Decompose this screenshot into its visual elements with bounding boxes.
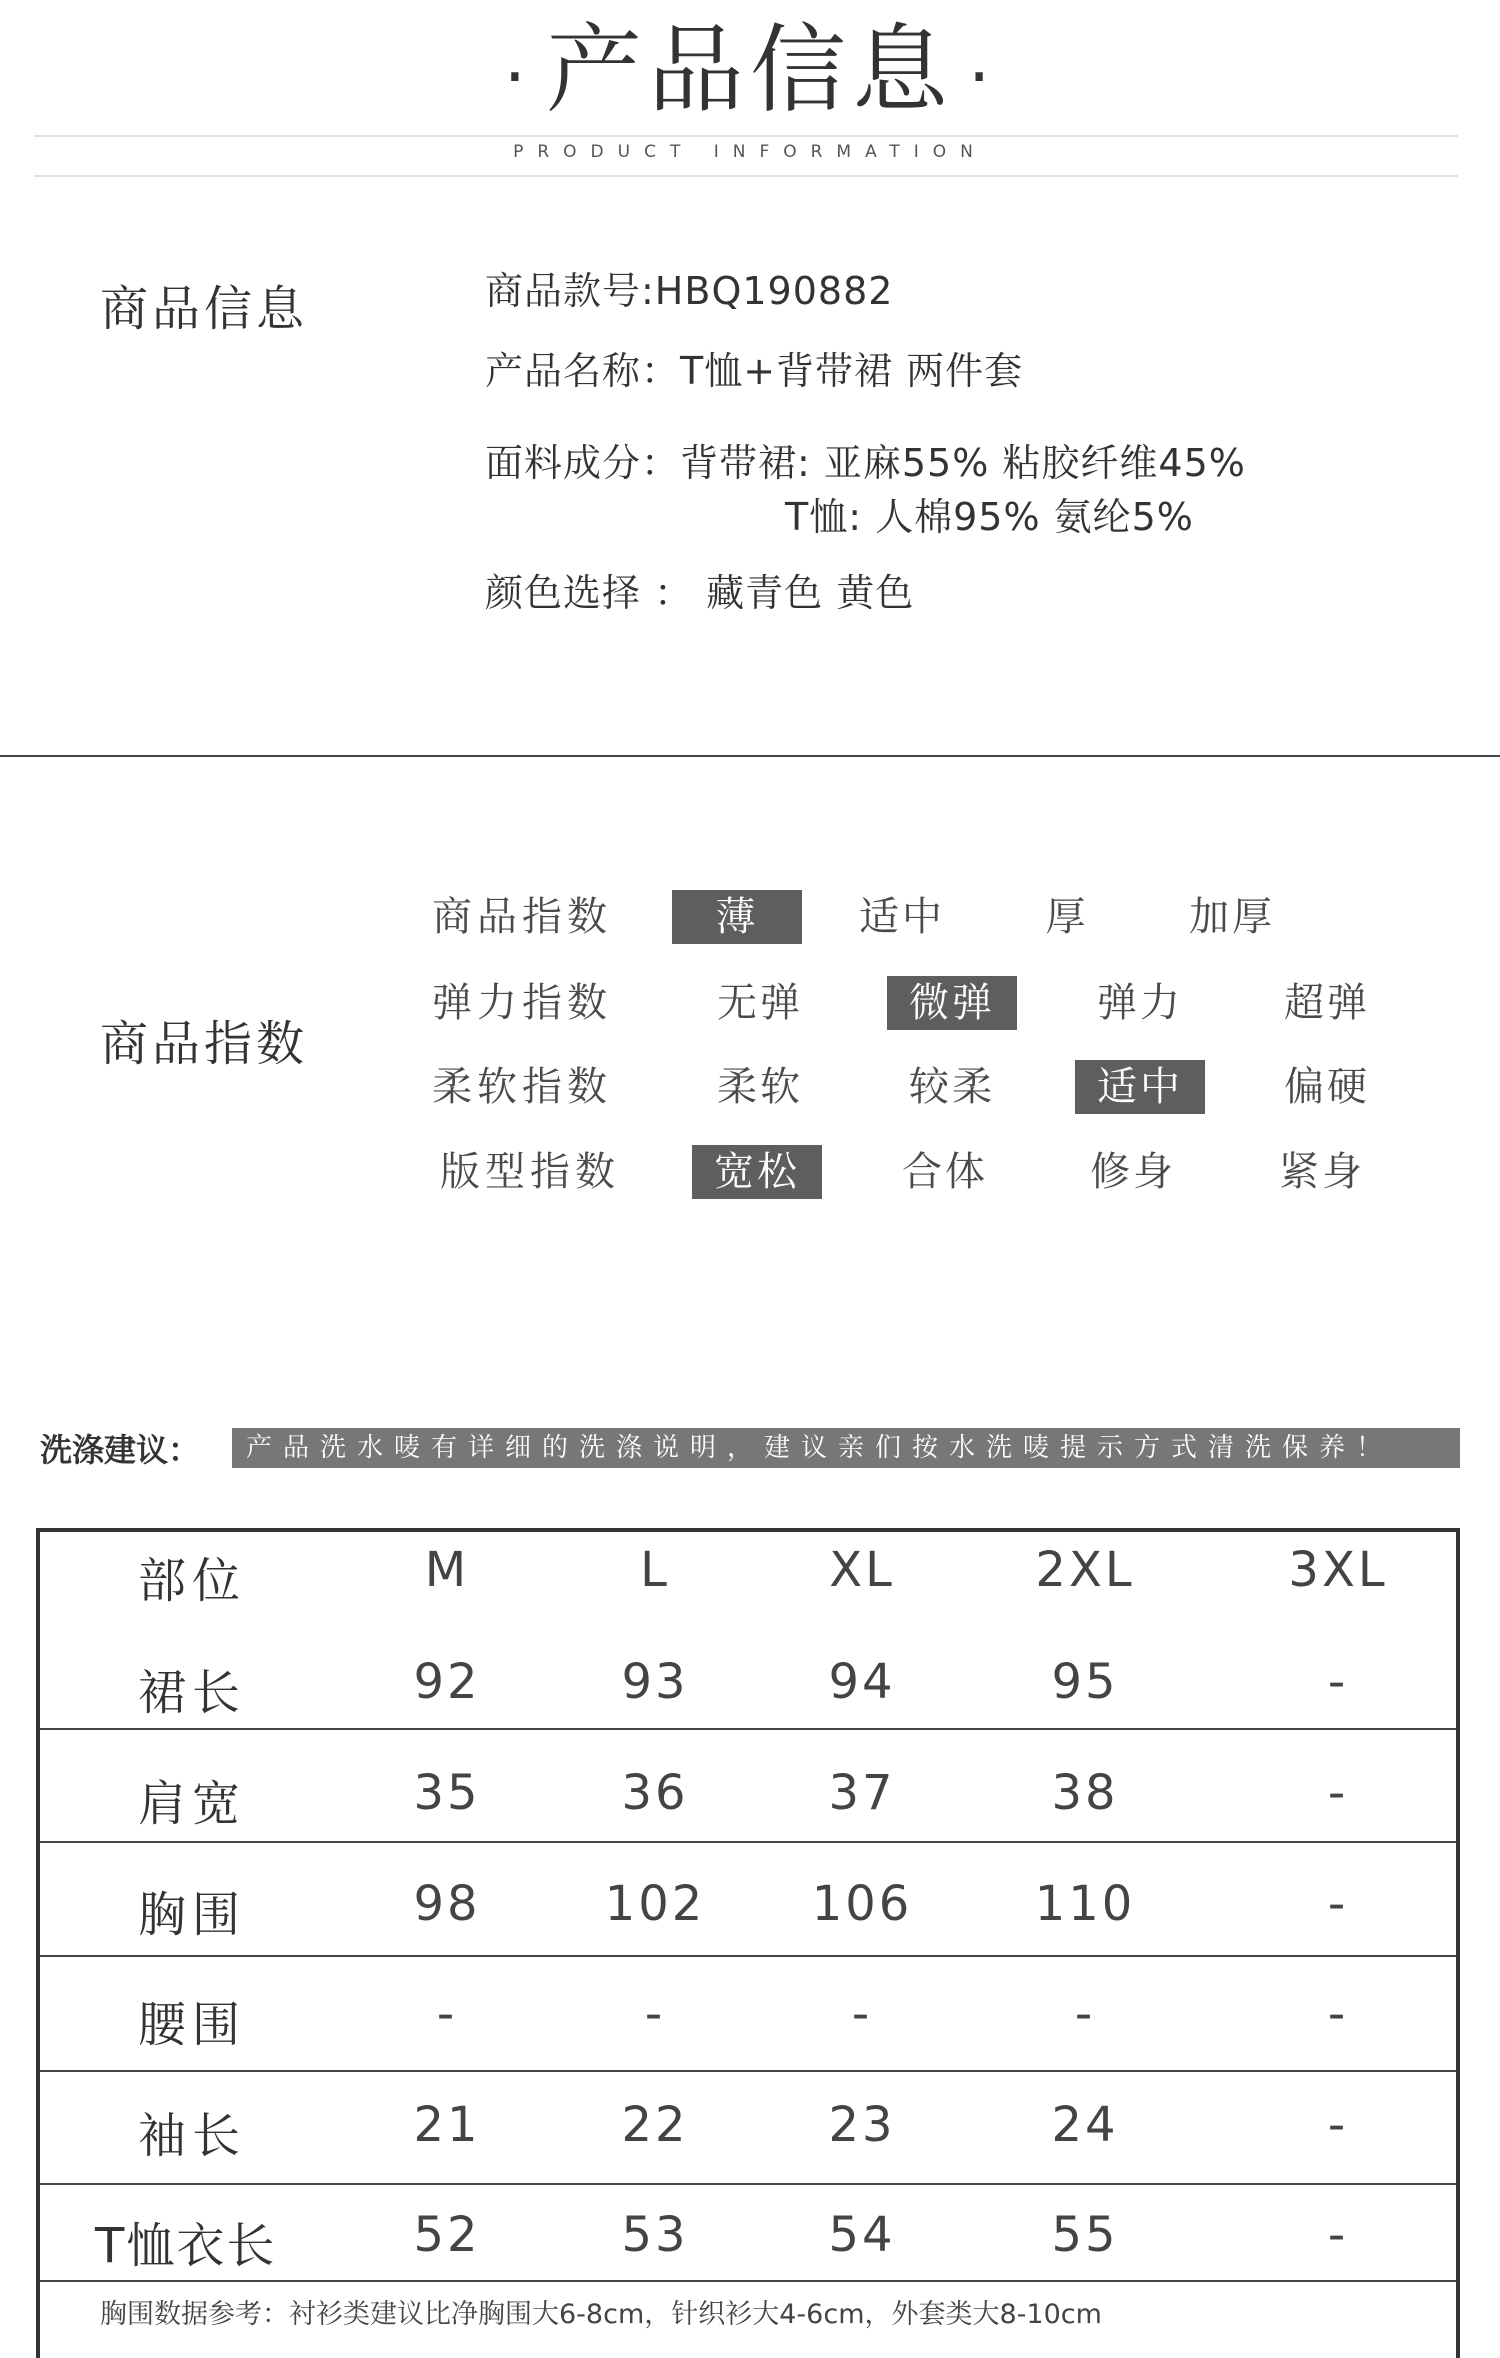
table-header-size: 2XL: [1035, 1542, 1135, 1598]
index-option: 适中: [859, 894, 945, 940]
table-cell: 110: [1034, 1876, 1136, 1932]
index-option: 紧身: [1279, 1149, 1365, 1195]
product-index-label: 商品指数: [100, 1016, 309, 1072]
index-row-head: 商品指数: [432, 894, 612, 940]
table-cell: 98: [413, 1876, 481, 1932]
index-option: 偏硬: [1284, 1064, 1370, 1110]
title-text: 产品信息: [546, 14, 954, 126]
table-header-size: 3XL: [1288, 1542, 1388, 1598]
table-header-size: XL: [829, 1542, 895, 1598]
header-line-bottom: [34, 175, 1458, 177]
table-cell: 106: [811, 1876, 913, 1932]
table-cell: 35: [413, 1765, 481, 1821]
table-cell: 93: [621, 1654, 689, 1710]
table-cell: -: [436, 1986, 458, 2042]
header-line-top: [34, 135, 1458, 137]
table-cell: 22: [621, 2097, 689, 2153]
index-option: 厚: [1045, 894, 1089, 940]
table-row-name: T恤衣长: [95, 2218, 277, 2274]
product-model: 商品款号:HBQ190882: [485, 269, 894, 313]
table-cell: -: [1327, 2207, 1349, 2263]
index-option: 柔软: [717, 1064, 803, 1110]
washing-banner: 产品洗水唛有详细的洗涤说明，建议亲们按水洗唛提示方式清洗保养！: [232, 1428, 1460, 1468]
bust-size-note: 胸围数据参考：衬衫类建议比净胸围大6-8cm，针织衫大4-6cm，外套类大8-10cm: [100, 2299, 1102, 2330]
section-divider: [0, 755, 1500, 757]
washing-label: 洗涤建议：: [40, 1431, 201, 1469]
title-dot-left: ·: [503, 35, 532, 118]
table-row-name: 腰围: [138, 1997, 247, 2053]
table-cell: 36: [621, 1765, 689, 1821]
page-subtitle: PRODUCT INFORMATION: [513, 142, 987, 162]
index-option-selected: 薄: [672, 890, 802, 944]
color-options: 颜色选择 ： 藏青色 黄色: [485, 571, 915, 615]
index-option: 超弹: [1284, 980, 1370, 1026]
table-cell: -: [1327, 1876, 1349, 1932]
table-row-name: 胸围: [138, 1887, 247, 1943]
table-cell: 92: [413, 1654, 481, 1710]
table-cell: 55: [1051, 2207, 1119, 2263]
index-option: 较柔: [909, 1064, 995, 1110]
table-row-name: 袖长: [138, 2108, 247, 2164]
table-cell: 53: [621, 2207, 689, 2263]
table-cell: 94: [828, 1654, 896, 1710]
index-row-head: 版型指数: [440, 1149, 620, 1195]
index-option: 合体: [902, 1149, 988, 1195]
table-cell: -: [644, 1986, 666, 2042]
table-header-size: M: [424, 1542, 470, 1598]
table-row-divider: [40, 1841, 1456, 1843]
table-row-divider: [40, 2183, 1456, 2185]
table-row-divider: [40, 1728, 1456, 1730]
table-row-divider: [40, 2070, 1456, 2072]
index-option-selected: 微弹: [887, 976, 1017, 1030]
index-row-head: 弹力指数: [432, 980, 612, 1026]
table-cell: -: [1074, 1986, 1096, 2042]
index-option-selected: 适中: [1075, 1060, 1205, 1114]
index-option: 无弹: [717, 980, 803, 1026]
table-cell: 54: [828, 2207, 896, 2263]
index-option: 加厚: [1189, 894, 1275, 940]
table-cell: 38: [1051, 1765, 1119, 1821]
table-cell: -: [1327, 1986, 1349, 2042]
index-option: 弹力: [1097, 980, 1183, 1026]
table-cell: -: [1327, 2097, 1349, 2153]
product-info-label: 商品信息: [100, 281, 309, 337]
index-row-head: 柔软指数: [432, 1064, 612, 1110]
table-cell: 102: [604, 1876, 706, 1932]
table-row-name: 裙长: [138, 1665, 247, 1721]
page-title: [0, 10, 1500, 137]
table-cell: 95: [1051, 1654, 1119, 1710]
title-dot-right: ·: [968, 35, 997, 118]
table-cell: -: [1327, 1765, 1349, 1821]
table-cell: 21: [413, 2097, 481, 2153]
table-cell: -: [1327, 1654, 1349, 1710]
table-cell: 37: [828, 1765, 896, 1821]
fabric-line-2: T恤: 人棉95% 氨纶5%: [785, 495, 1194, 539]
table-cell: 24: [1051, 2097, 1119, 2153]
table-header-size: L: [640, 1542, 670, 1598]
index-option-selected: 宽松: [692, 1145, 822, 1199]
table-header-part: 部位: [138, 1553, 247, 1609]
table-cell: 23: [828, 2097, 896, 2153]
index-option: 修身: [1090, 1149, 1176, 1195]
table-cell: -: [851, 1986, 873, 2042]
product-name: 产品名称：T恤+背带裙 两件套: [485, 349, 1024, 393]
table-cell: 52: [413, 2207, 481, 2263]
table-row-divider: [40, 2280, 1456, 2282]
table-row-name: 肩宽: [138, 1776, 247, 1832]
table-row-divider: [40, 1955, 1456, 1957]
fabric-line-1: 面料成分：背带裙: 亚麻55% 粘胶纤维45%: [485, 441, 1246, 485]
